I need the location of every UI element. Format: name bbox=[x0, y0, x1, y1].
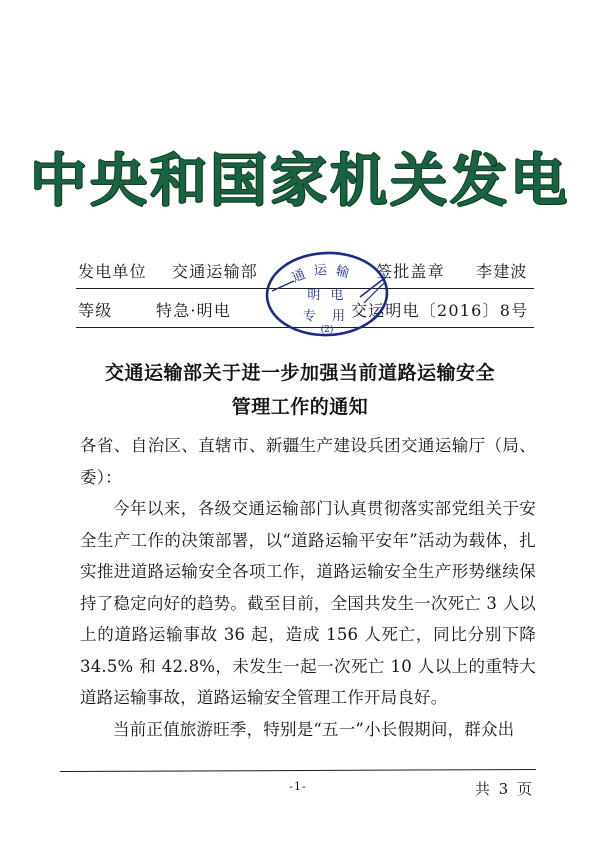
document-number: 交运明电〔2016〕8号 bbox=[351, 301, 529, 320]
sending-unit-value: 交通运输部 bbox=[172, 262, 259, 281]
page-footer bbox=[60, 780, 536, 804]
urgency-level-label: 等级 bbox=[78, 301, 113, 320]
header-table-row-2 bbox=[76, 289, 534, 328]
page-title-line-2: 管理工作的通知 bbox=[231, 396, 369, 418]
svg-text:通 运 输: 通 运 输 bbox=[289, 262, 353, 286]
sending-unit-label: 发电单位 bbox=[78, 262, 147, 281]
document-masthead: 中央和国家机关发电 bbox=[30, 147, 570, 214]
footer-divider bbox=[60, 769, 536, 772]
header-table-row-1 bbox=[76, 250, 534, 289]
svg-text:明 电: 明 电 bbox=[307, 288, 347, 303]
approval-seal-label: 签批盖章 bbox=[376, 262, 445, 281]
urgency-level-value: 特急·明电 bbox=[156, 301, 232, 320]
body-paragraph-1: 今年以来，各级交通运输部门认真贯彻落实部党组关于安全生产工作的决策部署，以“道路运输平安年”活动为载体，扎实推进道路运输安全各项工作，道路运输安全生产形势继续保持了稳定向好的趋势。截至目前，全国共发生一次死亡 3 人以上的道路运输事故 36 起，造成 156 人死亡，同比分别下降 34.5% 和 42.8%，未发生一起一次死亡 10 人以上的重特大道路运输事故，道路运输安全管理工作开局良好。 bbox=[80, 499, 536, 707]
addressee-line: 各省、自治区、直辖市、新疆生产建设兵团交通运输厅（局、委）： bbox=[80, 436, 536, 487]
total-pages-label: 共 3 页 bbox=[474, 780, 534, 798]
page-title-line-1: 交通运输部关于进一步加强当前道路运输安全 bbox=[104, 362, 495, 384]
document-body bbox=[80, 430, 536, 745]
approver-name: 李建波 bbox=[476, 262, 528, 281]
svg-text:(2): (2) bbox=[320, 325, 334, 335]
telegram-header-table bbox=[76, 250, 534, 328]
body-paragraph-2: 当前正值旅游旺季，特别是“五一”小长假期间，群众出 bbox=[113, 719, 515, 739]
page-number: -1- bbox=[289, 780, 307, 793]
page-title bbox=[60, 356, 540, 424]
svg-text:专 用: 专 用 bbox=[302, 309, 352, 324]
